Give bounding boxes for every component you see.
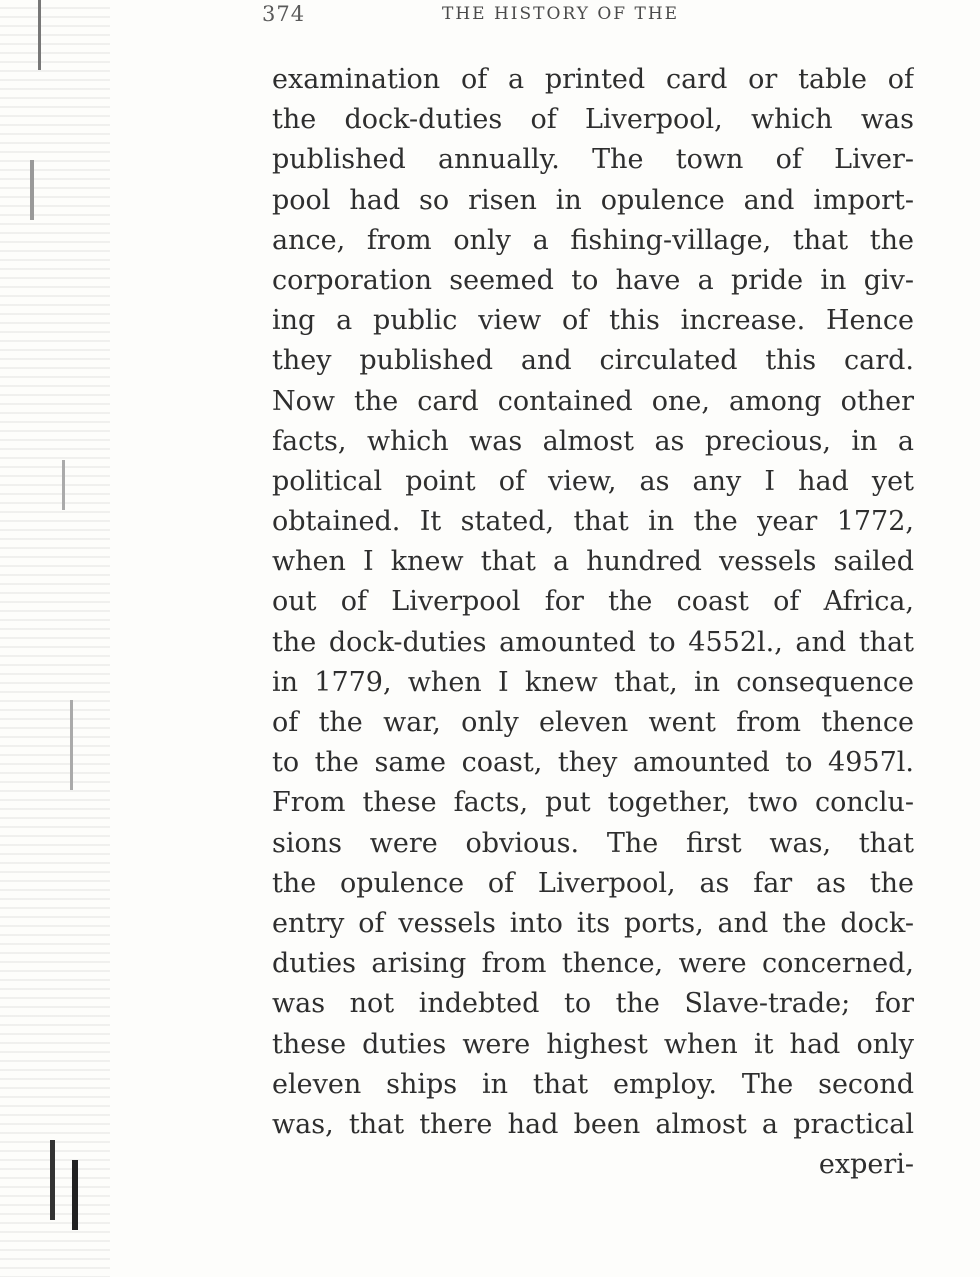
text-line: obtained. It stated, that in the year 1772, <box>272 506 914 538</box>
text-line: From these facts, put together, two conclu- <box>272 787 914 819</box>
page-header <box>262 2 922 32</box>
gutter-shadow-mark <box>30 160 34 220</box>
text-line: out of Liverpool for the coast of Africa, <box>272 586 914 618</box>
gutter-shadow-mark <box>62 460 65 510</box>
text-line: these duties were highest when it had only <box>272 1028 914 1060</box>
text-line: was, that there had been almost a practical <box>272 1108 914 1140</box>
catchword: experi- <box>818 1149 914 1181</box>
binding-gutter <box>0 0 110 1277</box>
page-number: 374 <box>262 2 306 26</box>
text-line: to the same coast, they amounted to 4957l. <box>272 747 914 779</box>
running-head: THE HISTORY OF THE <box>442 4 680 24</box>
gutter-shadow-mark <box>72 1160 78 1230</box>
text-line: duties arising from thence, were concerned, <box>272 948 914 980</box>
body-text <box>272 60 914 1185</box>
gutter-shadow-mark <box>38 0 41 70</box>
text-line: examination of a printed card or table of <box>272 64 914 95</box>
text-line: of the war, only eleven went from thence <box>272 707 914 738</box>
text-line: the dock-duties of Liverpool, which was <box>272 104 914 136</box>
text-line: Now the card contained one, among other <box>272 385 914 417</box>
text-line: the opulence of Liverpool, as far as the <box>272 867 914 899</box>
text-line: facts, which was almost as precious, in a <box>272 425 914 457</box>
text-line: was not indebted to the Slave-trade; for <box>272 988 914 1020</box>
text-line: entry of vessels into its ports, and the dock- <box>272 907 914 939</box>
text-line: the dock-duties amounted to 4552l., and that <box>272 626 914 658</box>
text-line: published annually. The town of Liver- <box>272 144 914 176</box>
text-line: ing a public view of this increase. Hence <box>272 305 914 337</box>
text-line: eleven ships in that employ. The second <box>272 1068 914 1100</box>
text-line: corporation seemed to have a pride in giv- <box>272 264 914 296</box>
gutter-shadow-mark <box>70 700 73 790</box>
gutter-shadow-mark <box>50 1140 55 1220</box>
text-line: in 1779, when I knew that, in consequence <box>272 666 914 698</box>
text-line: ance, from only a fishing-village, that the <box>272 224 914 256</box>
text-line: when I knew that a hundred vessels sailed <box>272 546 914 578</box>
text-line: they published and circulated this card. <box>272 345 914 377</box>
text-line: pool had so risen in opulence and import- <box>272 184 914 216</box>
text-line: political point of view, as any I had yet <box>272 465 914 497</box>
text-line: sions were obvious. The first was, that <box>272 827 914 859</box>
